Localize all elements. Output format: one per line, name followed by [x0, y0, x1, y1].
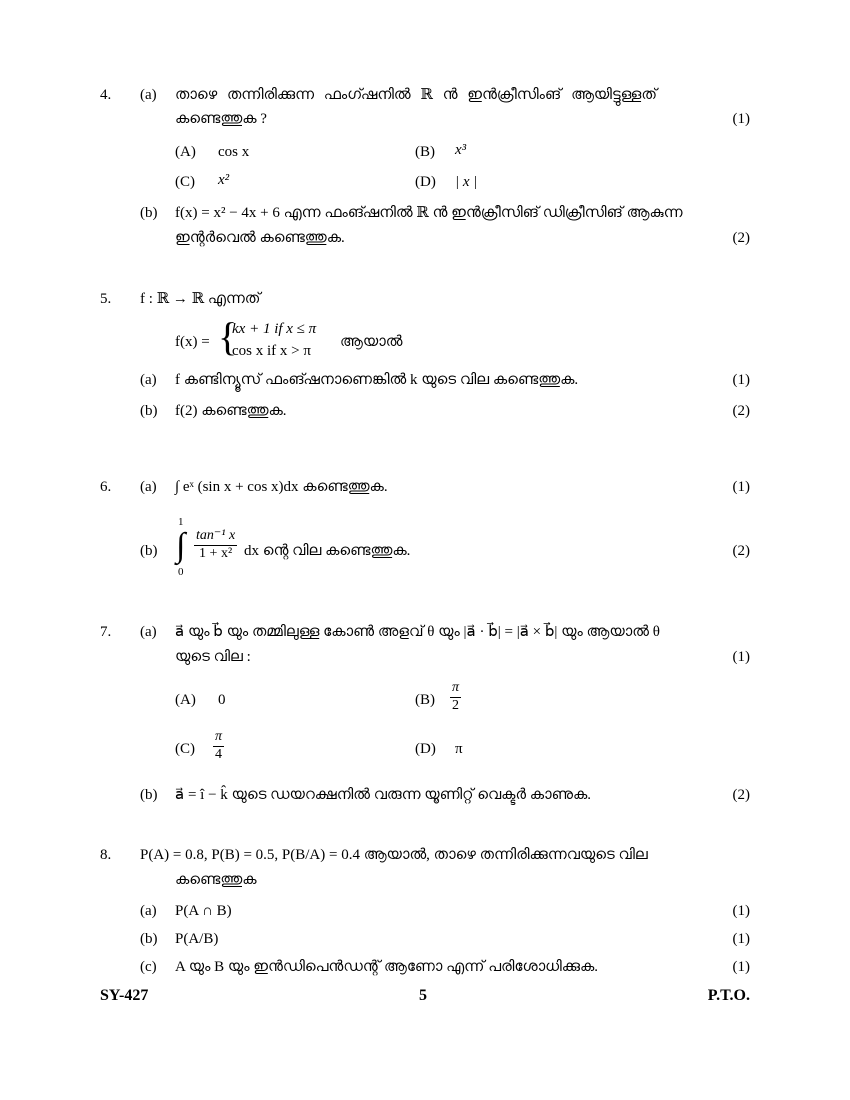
q8b-marks: (1) — [732, 931, 750, 947]
q7-option-d-label: (D) — [415, 741, 436, 757]
q4-option-d: | x | — [455, 174, 478, 190]
q4-option-b-label: (B) — [415, 144, 435, 160]
q5a-label: (a) — [140, 372, 157, 388]
q7-option-a: 0 — [218, 692, 226, 708]
q8b-label: (b) — [140, 931, 158, 947]
q8-text-line1: P(A) = 0.8, P(B) = 0.5, P(B/A) = 0.4 ആയാൽ, താഴെ തന്നിരിക്കുന്നവയുടെ വില — [140, 847, 648, 863]
q6b-denominator: 1 + x² — [199, 545, 233, 561]
q4a-label: (a) — [140, 87, 157, 103]
q4-option-a-label: (A) — [175, 144, 196, 160]
q8a-text: P(A ∩ B) — [175, 903, 232, 919]
q4b-text-line1: f(x) = x² − 4x + 6 എന്ന ഫംങ്ഷനിൽ ℝ ൻ ഇൻക്രീസിങ് ഡിക്രീസിങ് ആകുന്ന — [175, 205, 683, 221]
q6b-text: dx ന്റെ വില കണ്ടെത്തുക. — [244, 543, 411, 559]
q6b-numerator: tan⁻¹ x — [194, 528, 237, 546]
q7a-text-line1: a⃗ യും b⃗ യും തമ്മിലുള്ള കോൺ അളവ് θ യും |a⃗ · b⃗| = |a⃗ × b⃗| യും ആയാൽ θ — [175, 624, 660, 640]
q7b-label: (b) — [140, 787, 158, 803]
q4a-text-line2: കണ്ടെത്തുക ? — [175, 111, 267, 127]
q4-option-c-label: (C) — [175, 174, 195, 190]
q6a-text: ∫ eˣ (sin x + cos x)dx കണ്ടെത്തുക. — [175, 479, 388, 495]
q5-case1: kx + 1 if x ≤ π — [232, 321, 317, 337]
q7-option-a-label: (A) — [175, 692, 196, 708]
q4b-text-line2: ഇന്റർവെൽ കണ്ടെത്തുക. — [175, 230, 345, 246]
pto-label: P.T.O. — [707, 987, 750, 1004]
q5-intro: f : ℝ → ℝ എന്നത് — [140, 291, 261, 307]
q6a-label: (a) — [140, 479, 157, 495]
q6b-upper-limit: 1 — [178, 516, 184, 528]
q4-option-c: x² — [218, 172, 230, 188]
q7-option-c-den: 4 — [215, 746, 222, 762]
q6b-lower-limit: 0 — [178, 566, 184, 578]
q6b-label: (b) — [140, 543, 158, 559]
q7-option-b — [450, 680, 461, 715]
q7a-marks: (1) — [732, 649, 750, 665]
q5b-text: f(2) കണ്ടെത്തുക. — [175, 403, 287, 419]
q7-option-b-den: 2 — [452, 697, 459, 713]
q4-option-a: cos x — [218, 144, 250, 160]
q5-fx: f(x) = — [175, 334, 210, 350]
q4-option-b: x³ — [455, 142, 467, 158]
q4b-label: (b) — [140, 205, 158, 221]
q4b-marks: (2) — [732, 230, 750, 246]
q7a-label: (a) — [140, 624, 157, 640]
q5-then: ആയാൽ — [340, 334, 403, 350]
q7a-text-line2: യുടെ വില : — [175, 649, 251, 665]
q5-number: 5. — [100, 291, 112, 307]
q4a-text-line1: താഴെ തന്നിരിക്കുന്ന ഫംഗ്ഷനിൽ ℝ ൻ ഇൻക്രീസിംങ് ആയിട്ടുള്ളത് — [175, 87, 658, 103]
q5-brace: { — [218, 314, 238, 359]
q8a-label: (a) — [140, 903, 157, 919]
q8c-text: A യും B യും ഇൻഡിപെൻഡന്റ് ആണോ എന്ന് പരിശോധിക്കുക. — [175, 959, 599, 975]
q5b-marks: (2) — [732, 403, 750, 419]
q4-option-d-label: (D) — [415, 174, 436, 190]
q7b-text: a⃗ = î − k̂ യുടെ ഡയറക്ഷനിൽ വരുന്ന യൂണിറ്റ് വെക്ടർ കാണുക. — [175, 787, 592, 803]
q6b-marks: (2) — [732, 543, 750, 559]
q6a-marks: (1) — [732, 479, 750, 495]
q7-option-c-label: (C) — [175, 741, 195, 757]
q4-number: 4. — [100, 87, 112, 103]
q7-option-b-num: π — [450, 680, 461, 698]
q5-case2: cos x if x > π — [232, 343, 311, 359]
q8a-marks: (1) — [732, 903, 750, 919]
q4a-marks: (1) — [732, 111, 750, 127]
q6b-integral-sign: ∫ — [176, 527, 186, 564]
paper-code: SY-427 — [100, 987, 149, 1004]
q5a-marks: (1) — [732, 372, 750, 388]
q5a-text: f കണ്ടിന്യൂസ് ഫംങ്ഷനാണെങ്കിൽ k യുടെ വില കണ്ടെത്തുക. — [175, 372, 579, 388]
page-number: 5 — [419, 987, 427, 1004]
q8c-marks: (1) — [732, 959, 750, 975]
q7-option-c-num: π — [213, 729, 224, 747]
q8-number: 8. — [100, 847, 112, 863]
q7-option-c — [213, 729, 224, 764]
q7-number: 7. — [100, 624, 112, 640]
q7-option-d: π — [455, 741, 463, 757]
q8b-text: P(A/B) — [175, 931, 219, 947]
q5b-label: (b) — [140, 403, 158, 419]
q8c-label: (c) — [140, 959, 157, 975]
q6-number: 6. — [100, 479, 112, 495]
q8-text-line2: കണ്ടെത്തുക — [175, 872, 257, 888]
q6b-fraction — [194, 528, 237, 563]
q7b-marks: (2) — [732, 787, 750, 803]
q7-option-b-label: (B) — [415, 692, 435, 708]
